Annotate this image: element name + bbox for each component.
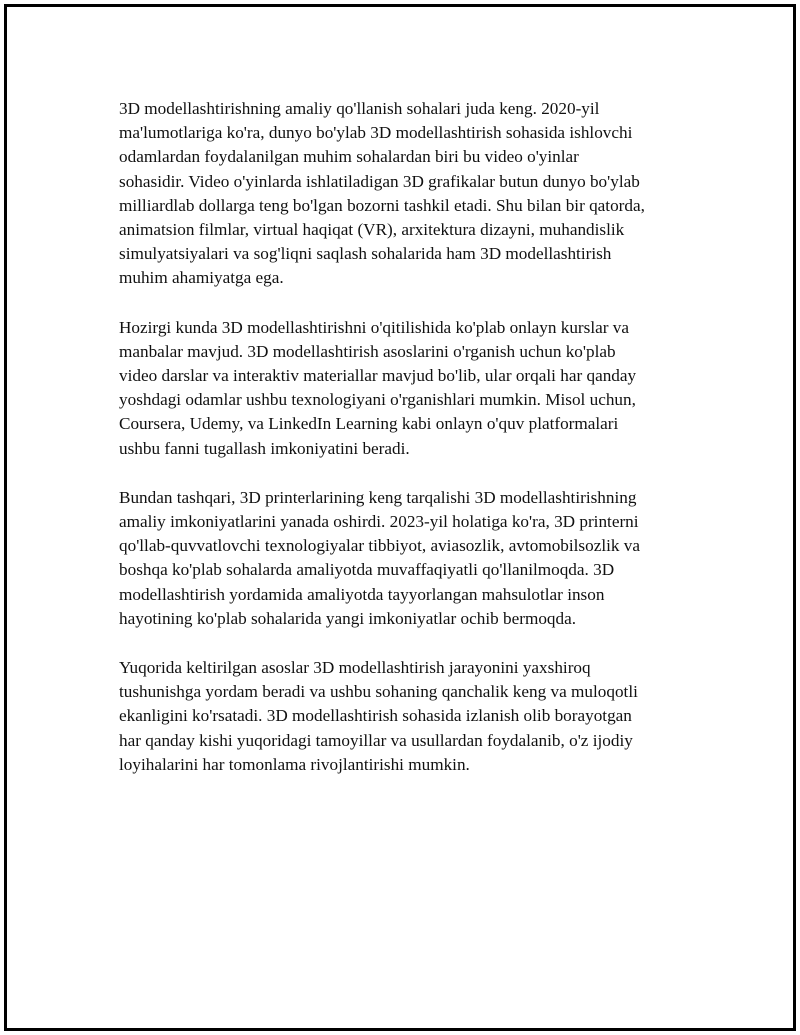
paragraph-4: Yuqorida keltirilgan asoslar 3D modellashtirish jarayonini yaxshiroq tushunishga yordam beradi va ushbu sohaning qanchalik keng va muloqotli ekanligini ko'rsatadi. 3D modellashtirish sohasida izlanish olib borayotgan har qanday kishi yuqoridagi tamoyillar va usullardan foydalanib, o'z ijodiy loyihalarini har tomonlama rivojlantirishi mumkin.	[119, 658, 638, 774]
paragraph-2: Hozirgi kunda 3D modellashtirishni o'qitilishida ko'plab onlayn kurslar va manbalar mavjud. 3D modellashtirish asoslarini o'rganish uchun ko'plab video darslar va interaktiv materiallar mavjud bo'lib, ular orqali har qanday yoshdagi odamlar ushbu texnologiyani o'rganishlari mumkin. Misol uchun, Coursera, Udemy, va LinkedIn Learning kabi onlayn o'quv platformalari ushbu fanni tugallash imkoniyatini beradi.	[119, 317, 637, 458]
paragraph-3: Bundan tashqari, 3D printerlarining keng tarqalishi 3D modellashtirishning amaliy imkoniyatlarini yanada oshirdi. 2023-yil holatiga ko'ra, 3D printerni qo'llab-quvvatlovchi texnologiyalar tibbiyot, aviasozlik, avtomobilsozlik va boshqa ko'plab sohalarda amaliyotda muvaffaqiyatli qo'llanilmoqda. 3D modellashtirish yordamida amaliyotda tayyorlangan mahsulotlar inson hayotining ko'plab sohalarida yangi imkoniyatlar ochib bermoqda.	[119, 487, 641, 628]
paragraph-1: 3D modellashtirishning amaliy qo'llanish sohalari juda keng. 2020-yil ma'lumotlariga ko'ra, dunyo bo'ylab 3D modellashtirish sohasida ishlovchi odamlardan foydalanilgan muhim sohalardan biri bu video o'yinlar sohasidir. Video o'yinlarda ishlatiladigan 3D grafikalar butun dunyo bo'ylab milliardlab dollarga teng bo'lgan bozorni tashkil etadi. Shu bilan bir qatorda, animatsion filmlar, virtual haqiqat (VR), arxitektura dizayni, muhandislik simulyatsiyalari va sog'liqni saqlash sohalarida ham 3D modellashtirish muhim ahamiyatga ega.	[119, 99, 645, 288]
document-body	[119, 97, 699, 802]
page-frame	[4, 4, 796, 1031]
